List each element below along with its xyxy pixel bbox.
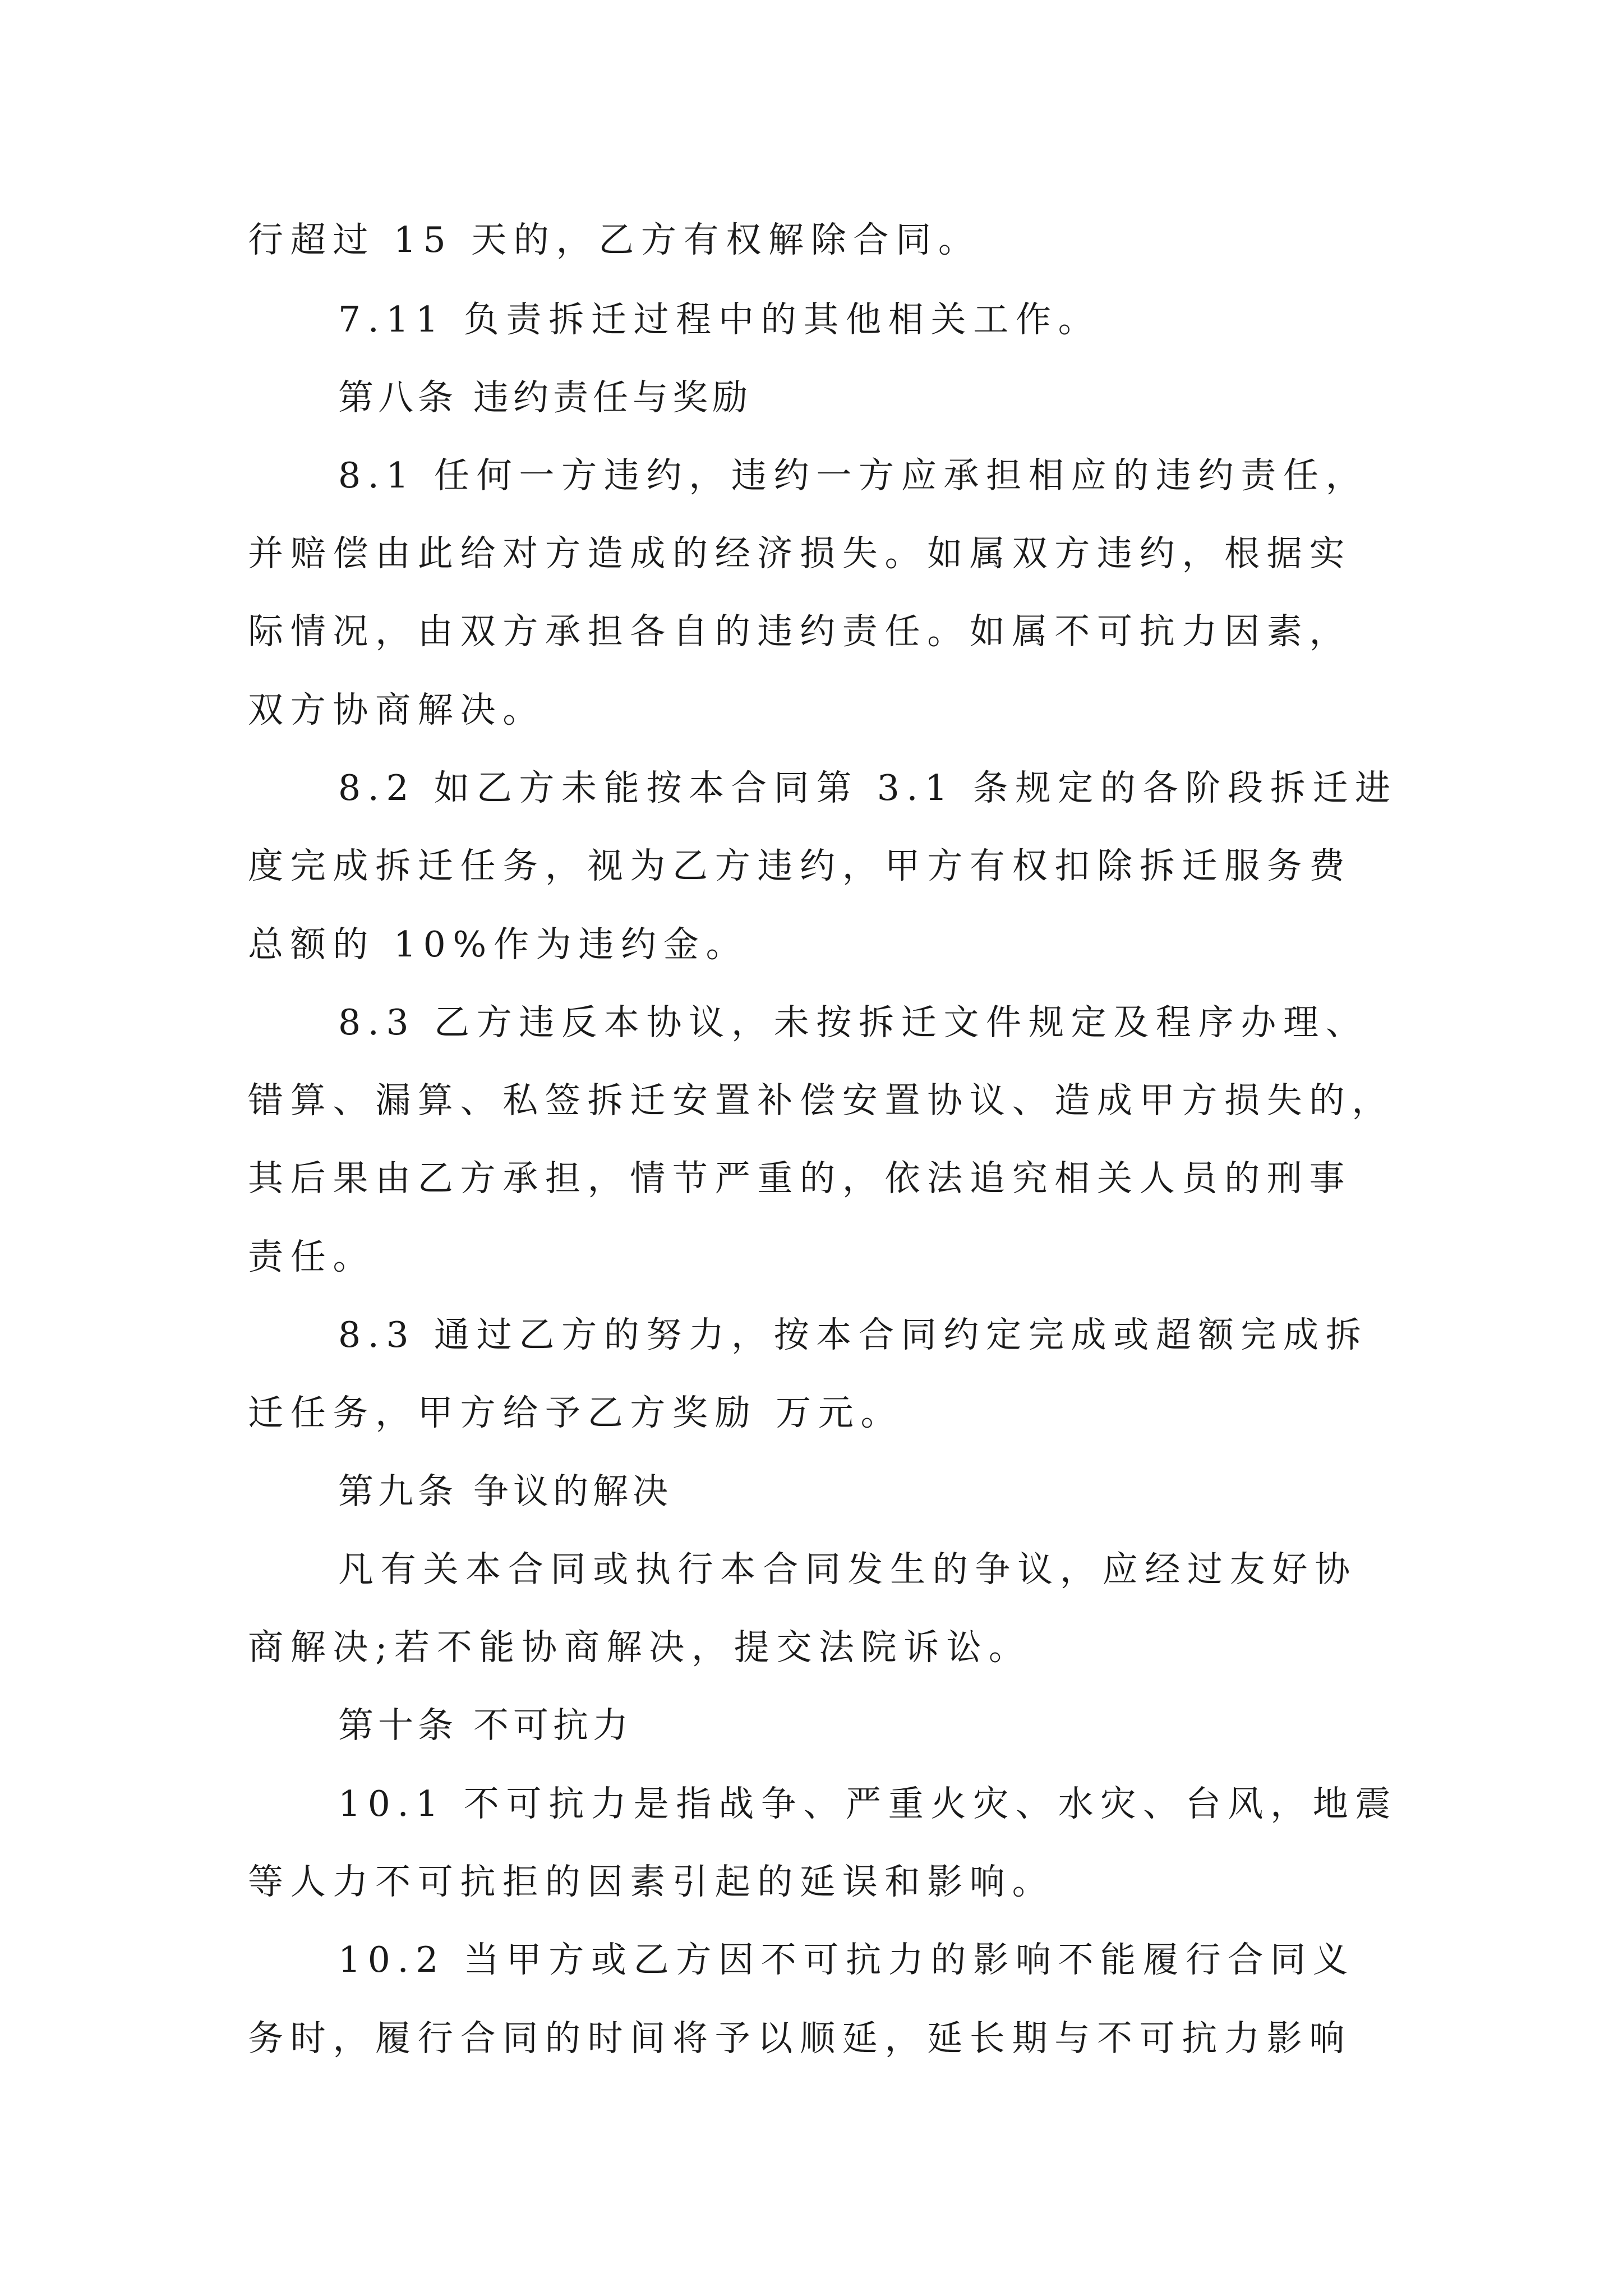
text-line: 8.3 通过乙方的努力，按本合同约定完成或超额完成拆	[338, 1314, 1368, 1355]
text-line: 其后果由乙方承担，情节严重的，依法追究相关人员的刑事	[248, 1158, 1352, 1199]
text-line: 行超过 15 天的，乙方有权解除合同。	[248, 219, 981, 260]
text-line: 双方协商解决。	[248, 689, 545, 730]
text-line: 8.1 任何一方违约，违约一方应承担相应的违约责任，	[338, 455, 1368, 496]
text-line: 度完成拆迁任务，视为乙方违约，甲方有权扣除拆迁服务费	[248, 845, 1352, 886]
text-line: 并赔偿由此给对方造成的经济损失。如属双方违约，根据实	[248, 533, 1352, 574]
text-line: 10.2 当甲方或乙方因不可抗力的影响不能履行合同义	[338, 1939, 1355, 1980]
text-line: 错算、漏算、私签拆迁安置补偿安置协议、造成甲方损失的，	[248, 1080, 1394, 1121]
text-line: 迁任务，甲方给予乙方奖励 万元。	[248, 1392, 903, 1433]
text-line: 7.11 负责拆迁过程中的其他相关工作。	[338, 299, 1101, 340]
text-line: 凡有关本合同或执行本合同发生的争议，应经过友好协	[338, 1549, 1357, 1590]
text-line: 8.3 乙方违反本协议，未按拆迁文件规定及程序办理、	[338, 1002, 1368, 1043]
text-line: 10.1 不可抗力是指战争、严重火灾、水灾、台风，地震	[338, 1783, 1398, 1824]
section-heading: 第九条 争议的解决	[338, 1471, 673, 1512]
text-line: 总额的 10%作为违约金。	[248, 924, 749, 965]
text-line: 商解决;若不能协商解决，提交法院诉讼。	[248, 1627, 1031, 1668]
text-line: 8.2 如乙方未能按本合同第 3.1 条规定的各阶段拆迁进	[338, 767, 1398, 808]
section-heading: 第十条 不可抗力	[338, 1705, 633, 1746]
text-line: 务时，履行合同的时间将予以顺延，延长期与不可抗力影响	[248, 2018, 1352, 2059]
text-line: 等人力不可抗拒的因素引起的延误和影响。	[248, 1861, 1055, 1902]
text-line: 责任。	[248, 1236, 376, 1277]
text-line: 际情况，由双方承担各自的违约责任。如属不可抗力因素，	[248, 611, 1352, 652]
section-heading: 第八条 违约责任与奖励	[338, 377, 753, 418]
